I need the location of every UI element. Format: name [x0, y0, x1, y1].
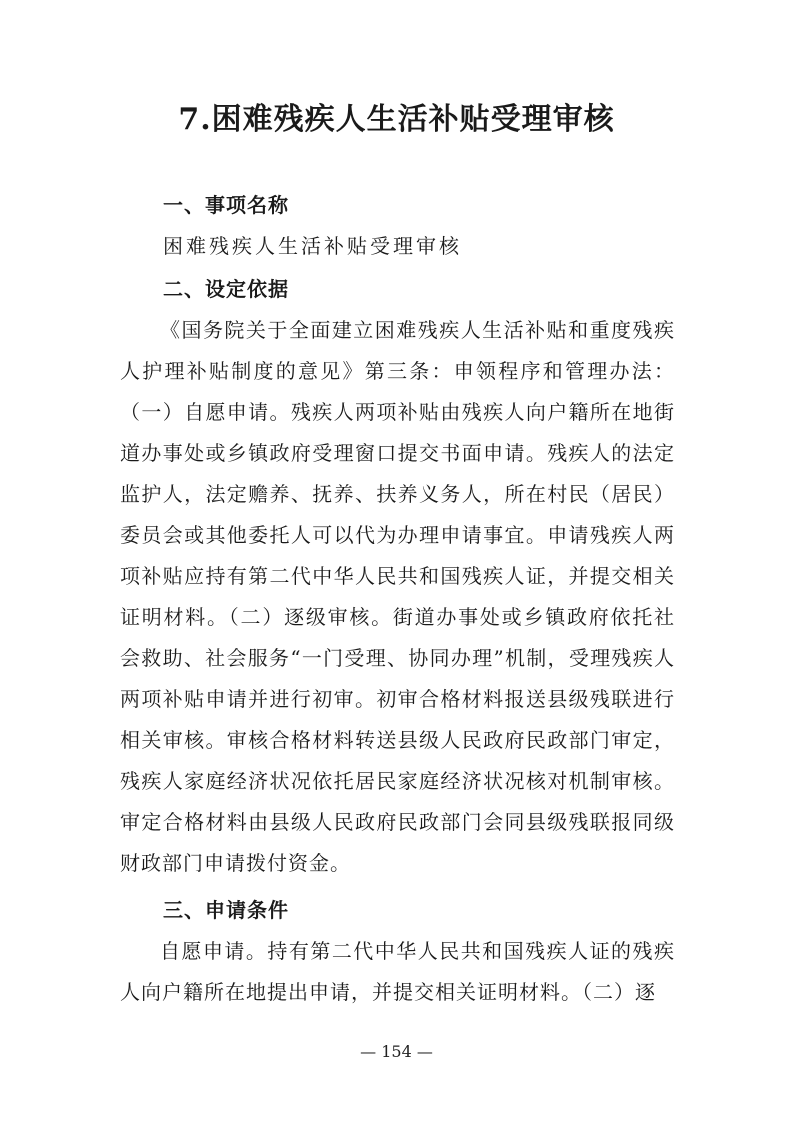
- section-heading-legal-basis: 二、设定依据: [163, 277, 289, 301]
- conditions-paragraph: 自愿申请。持有第二代中华人民共和国残疾人证的残疾人向户籍所在地提出申请，并提交相关证明材料。（二）逐: [120, 939, 675, 1004]
- section-heading-item-name: 一、事项名称: [163, 193, 289, 217]
- document-title: 7.困难残疾人生活补贴受理审核: [178, 102, 615, 137]
- page-number: — 154 —: [360, 1042, 433, 1061]
- section-heading-conditions: 三、申请条件: [163, 898, 289, 922]
- legal-basis-paragraph: 《国务院关于全面建立困难残疾人生活补贴和重度残疾人护理补贴制度的意见》第三条：申领程序和管理办法：（一）自愿申请。残疾人两项补贴由残疾人向户籍所在地街道办事处或乡镇政府受理窗口提交书面申请。残疾人的法定监护人，法定赡养、抚养、扶养义务人，所在村民（居民）委员会或其他委托人可以代为办理申请事宜。申请残疾人两项补贴应持有第二代中华人民共和国残疾人证，并提交相关证明材料。（二）逐级审核。街道办事处或乡镇政府依托社会救助、社会服务“一门受理、协同办理”机制，受理残疾人两项补贴申请并进行初审。初审合格材料报送县级残联进行相关审核。审核合格材料转送县级人民政府民政部门审定，残疾人家庭经济状况依托居民家庭经济状况核对机制审核。审定合格材料由县级人民政府民政部门会同县级残联报同级财政部门申请拨付资金。: [120, 318, 675, 875]
- item-name-text: 困难残疾人生活补贴受理审核: [163, 234, 462, 258]
